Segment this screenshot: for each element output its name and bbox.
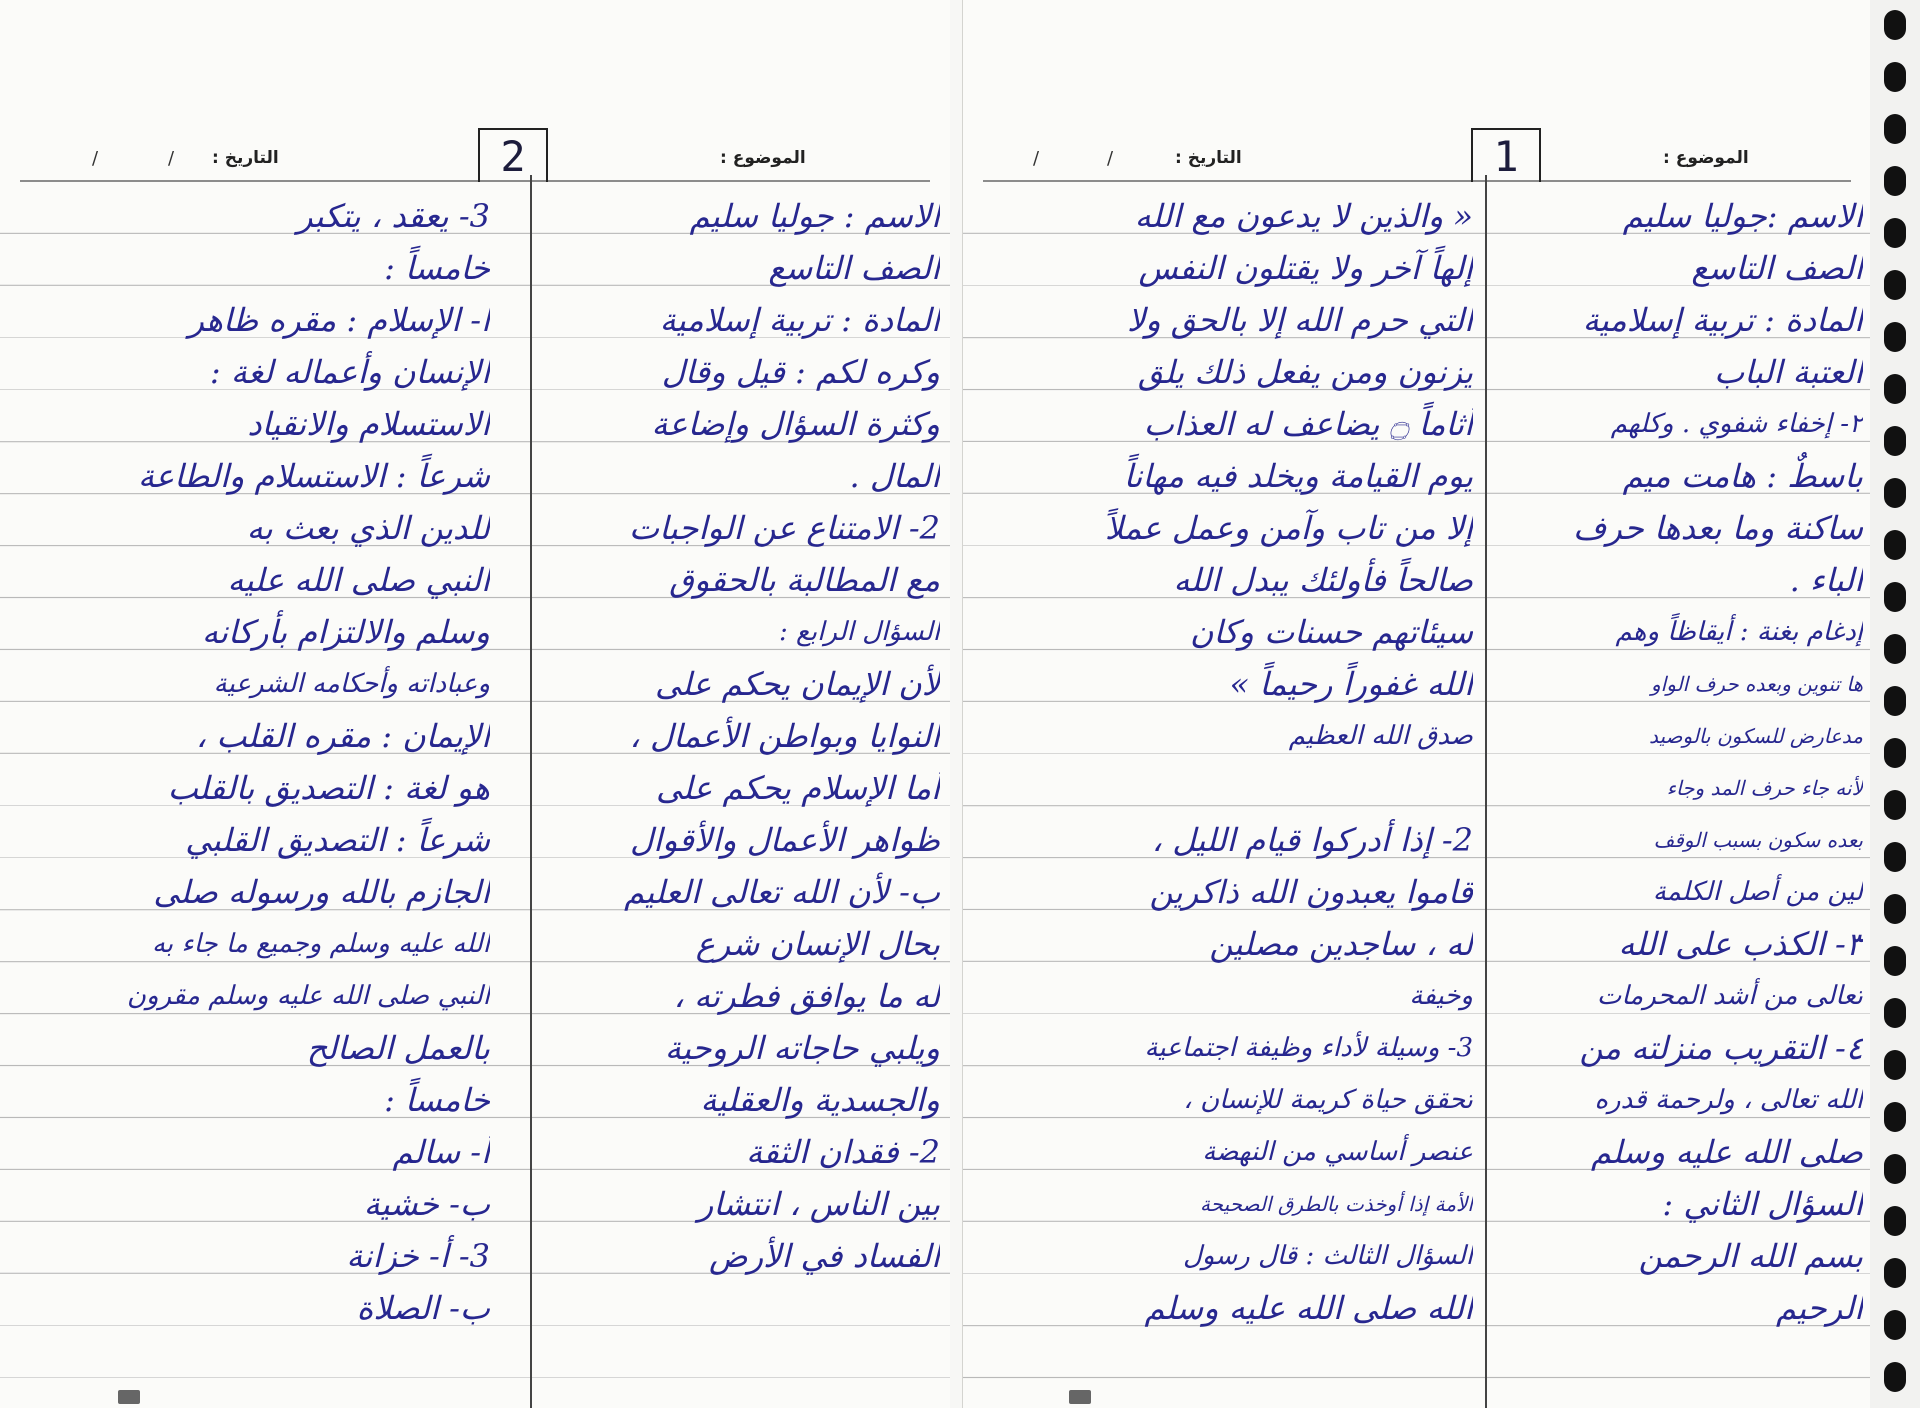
- handwritten-line: وكره لكم : قيل وقال: [661, 353, 940, 391]
- handwritten-line: هو لغة : التصديق بالقلب: [167, 769, 490, 807]
- handwritten-line: أثاماً ۝ يضاعف له العذاب: [1143, 405, 1473, 443]
- handwritten-line: تعالى من أشد المحرمات: [1596, 981, 1863, 1011]
- binding-hole: [1884, 218, 1906, 248]
- handwritten-line: إلهاً آخر ولا يقتلون النفس: [1138, 249, 1473, 287]
- handwritten-line: النبي صلى الله عليه وسلم مقرون: [126, 981, 490, 1011]
- handwritten-line: السؤال الثاني :: [1662, 1185, 1863, 1223]
- handwritten-line: شرعاً : الاستسلام والطاعة: [137, 457, 490, 495]
- handwritten-line: له ما يوافق فطرته ،: [673, 977, 940, 1015]
- binding-hole: [1884, 1258, 1906, 1288]
- handwritten-line: يوم القيامة ويخلد فيه مهاناً: [1123, 457, 1473, 495]
- subject-label: الموضوع :: [720, 148, 806, 168]
- handwritten-line: يزنون ومن يفعل ذلك يلق: [1137, 353, 1473, 391]
- binding-hole: [1884, 426, 1906, 456]
- handwritten-line: خامساً :: [384, 1081, 490, 1119]
- binding-hole: [1884, 634, 1906, 664]
- handwritten-line: لأن الإيمان يحكم على: [655, 665, 940, 703]
- binding-hole: [1884, 1362, 1906, 1392]
- date-slash: /: [1107, 148, 1114, 169]
- handwritten-line: ب- لأن الله تعالى العليم: [624, 873, 940, 911]
- handwritten-line: ا- الإسلام : مقره ظاهر: [188, 301, 490, 339]
- page-number: 2: [500, 131, 526, 181]
- handwritten-line: سيئاتهم حسنات وكان: [1190, 613, 1473, 651]
- handwritten-line: مدعارض للسكون بالوصيد: [1648, 724, 1863, 748]
- binding-hole: [1884, 1102, 1906, 1132]
- handwritten-line: الصف التاسع: [768, 249, 940, 287]
- handwritten-column: [983, 190, 1473, 1334]
- page-number-box: [1471, 128, 1541, 182]
- handwritten-line: 2- الامتناع عن الواجبات: [629, 509, 940, 547]
- handwritten-line: ظواهر الأعمال والأقوال: [629, 821, 940, 859]
- handwritten-line: 2- فقدان الثقة: [746, 1133, 940, 1171]
- handwritten-line: المادة : تربية إسلامية: [659, 301, 940, 339]
- binding-hole: [1884, 10, 1906, 40]
- handwritten-line: الله صلى الله عليه وسلم: [1144, 1289, 1473, 1327]
- handwritten-line: ها تنوين وبعده حرف الواو: [1651, 672, 1863, 696]
- handwritten-line: الأمة إذا أوخذت بالطرق الصحيحة: [1199, 1192, 1473, 1216]
- binding-hole: [1884, 842, 1906, 872]
- handwritten-column: [20, 190, 490, 1334]
- handwritten-line: بالعمل الصالح: [306, 1029, 490, 1067]
- handwritten-column: [520, 190, 940, 1282]
- header-rule: [983, 180, 1851, 182]
- handwritten-line: 3- أ- خزانة: [346, 1237, 490, 1275]
- handwritten-line: الاستسلام والانقياد: [247, 405, 490, 443]
- notebook-page-1: [962, 0, 1871, 1408]
- binding-hole: [1884, 894, 1906, 924]
- handwritten-line: الفساد في الأرض: [709, 1237, 940, 1275]
- binding-hole: [1884, 270, 1906, 300]
- binding-hole: [1884, 114, 1906, 144]
- binding-hole: [1884, 62, 1906, 92]
- handwritten-line: خامساً :: [384, 249, 490, 287]
- handwritten-line: ٣- الكذب على الله: [1618, 925, 1863, 963]
- binding-hole: [1884, 998, 1906, 1028]
- handwritten-line: 3- وسيلة لأداء وظيفة اجتماعية: [1144, 1033, 1473, 1063]
- handwritten-line: السؤال الثالث : قال رسول: [1183, 1241, 1473, 1271]
- page-number-box: [478, 128, 548, 182]
- handwritten-line: وسلم والالتزام بأركانه: [201, 613, 490, 651]
- header-rule: [20, 180, 930, 182]
- page-number: 1: [1493, 131, 1519, 181]
- handwritten-line: ٢- إخفاء شفوي . وكلهم: [1610, 409, 1863, 439]
- corner-mark: [118, 1390, 140, 1404]
- handwritten-line: المادة : تربية إسلامية: [1582, 301, 1863, 339]
- handwritten-line: بسم الله الرحمن: [1638, 1237, 1863, 1275]
- handwritten-line: 2- إذا أدركوا قيام الليل ،: [1151, 821, 1473, 859]
- binding-hole: [1884, 1206, 1906, 1236]
- handwritten-line: مع المطالبة بالحقوق: [669, 561, 940, 599]
- binding-hole: [1884, 1310, 1906, 1340]
- date-slash: /: [92, 148, 99, 169]
- binding-hole: [1884, 686, 1906, 716]
- handwritten-line: الإيمان : مقره القلب ،: [195, 717, 490, 755]
- handwritten-line: والجسدية والعقلية: [700, 1081, 940, 1119]
- subject-label: الموضوع :: [1663, 148, 1749, 168]
- handwritten-line: التي حرم الله إلا بالحق ولا: [1126, 301, 1473, 339]
- date-label: التاريخ :: [1175, 148, 1242, 168]
- handwritten-line: ٤- التقريب منزلته من: [1579, 1029, 1863, 1067]
- handwritten-line: له ، ساجدين مصلين: [1209, 925, 1473, 963]
- handwritten-line: بحال الإنسان شرع: [695, 925, 940, 963]
- binding-hole: [1884, 582, 1906, 612]
- date-slash: /: [1033, 148, 1040, 169]
- handwritten-line: « والذين لا يدعون مع الله: [1134, 197, 1473, 235]
- handwritten-line: بين الناس ، انتشار: [697, 1185, 940, 1223]
- binding-hole: [1884, 374, 1906, 404]
- handwritten-line: الله تعالى ، ولرحمة قدره: [1594, 1085, 1863, 1115]
- handwritten-line: السؤال الرابع :: [779, 617, 940, 647]
- handwritten-line: الباء .: [1789, 561, 1863, 599]
- handwritten-line: قاموا يعبدون الله ذاكرين: [1149, 873, 1473, 911]
- handwritten-line: لأنه جاء حرف المد وجاء: [1666, 776, 1863, 800]
- handwritten-line: صلى الله عليه وسلم: [1591, 1133, 1863, 1171]
- handwritten-line: صالحاً فأولئك يبدل الله: [1173, 561, 1473, 599]
- binding-hole: [1884, 946, 1906, 976]
- handwritten-line: النوايا وبواطن الأعمال ،: [629, 717, 940, 755]
- binding-hole: [1884, 1154, 1906, 1184]
- handwritten-line: صدق الله العظيم: [1288, 721, 1473, 751]
- handwritten-line: لين من أصل الكلمة: [1652, 877, 1863, 907]
- handwritten-line: الاسم :جوليا سليم: [1622, 197, 1863, 235]
- handwritten-line: الله عليه وسلم وجميع ما جاء به: [151, 929, 490, 959]
- handwritten-line: العتبة الباب: [1714, 353, 1863, 391]
- handwritten-line: الصف التاسع: [1691, 249, 1863, 287]
- handwritten-line: إلا من تاب وآمن وعمل عملاً: [1104, 509, 1473, 547]
- handwritten-line: للدين الذي بعث به: [246, 509, 490, 547]
- handwritten-line: بعده سكون بسبب الوقف: [1653, 828, 1863, 852]
- date-slash: /: [168, 148, 175, 169]
- binding-hole: [1884, 478, 1906, 508]
- handwritten-line: أ- سالم: [392, 1133, 490, 1171]
- column-divider: [1485, 175, 1487, 1408]
- binding-hole: [1884, 322, 1906, 352]
- binding-hole: [1884, 1050, 1906, 1080]
- handwritten-line: أما الإسلام يحكم على: [655, 769, 940, 807]
- handwritten-line: ب- خشية: [363, 1185, 490, 1223]
- handwritten-line: وعباداته وأحكامه الشرعية: [213, 669, 490, 699]
- handwritten-line: وكثرة السؤال وإضاعة: [651, 405, 940, 443]
- handwritten-line: 3- يعقد ، يتكبر: [297, 197, 490, 235]
- handwritten-line: عنصر أساسي من النهضة: [1202, 1137, 1473, 1167]
- spiral-binding: [1870, 0, 1920, 1408]
- handwritten-line: إدغام بغنة : أيقاظاً وهم: [1615, 617, 1863, 647]
- handwritten-line: الرحيم: [1775, 1289, 1863, 1327]
- handwritten-line: المال .: [849, 457, 940, 495]
- corner-mark: [1069, 1390, 1091, 1404]
- binding-hole: [1884, 530, 1906, 560]
- handwritten-column: [1493, 190, 1863, 1334]
- handwritten-line: ويلبي حاجاته الروحية: [664, 1029, 940, 1067]
- handwritten-line: الجازم بالله ورسوله صلى: [153, 873, 490, 911]
- handwritten-line: الإنسان وأعماله لغة :: [209, 353, 490, 391]
- binding-hole: [1884, 790, 1906, 820]
- handwritten-line: شرعاً : التصديق القلبي: [185, 821, 490, 859]
- handwritten-line: باسطٌ : هامت ميم: [1622, 457, 1863, 495]
- date-label: التاريخ :: [212, 148, 279, 168]
- handwritten-line: تحقق حياة كريمة للإنسان ،: [1183, 1085, 1473, 1115]
- handwritten-line: وخيفة: [1409, 981, 1473, 1011]
- notebook-page-2: [0, 0, 950, 1408]
- binding-hole: [1884, 166, 1906, 196]
- binding-hole: [1884, 738, 1906, 768]
- handwritten-line: [983, 762, 1473, 814]
- handwritten-line: ساكنة وما بعدها حرف: [1573, 509, 1863, 547]
- handwritten-line: النبي صلى الله عليه: [227, 561, 490, 599]
- handwritten-line: ب- الصلاة: [356, 1289, 490, 1327]
- handwritten-line: الله غفوراً رحيماً »: [1229, 665, 1473, 703]
- handwritten-line: الاسم : جوليا سليم: [689, 197, 940, 235]
